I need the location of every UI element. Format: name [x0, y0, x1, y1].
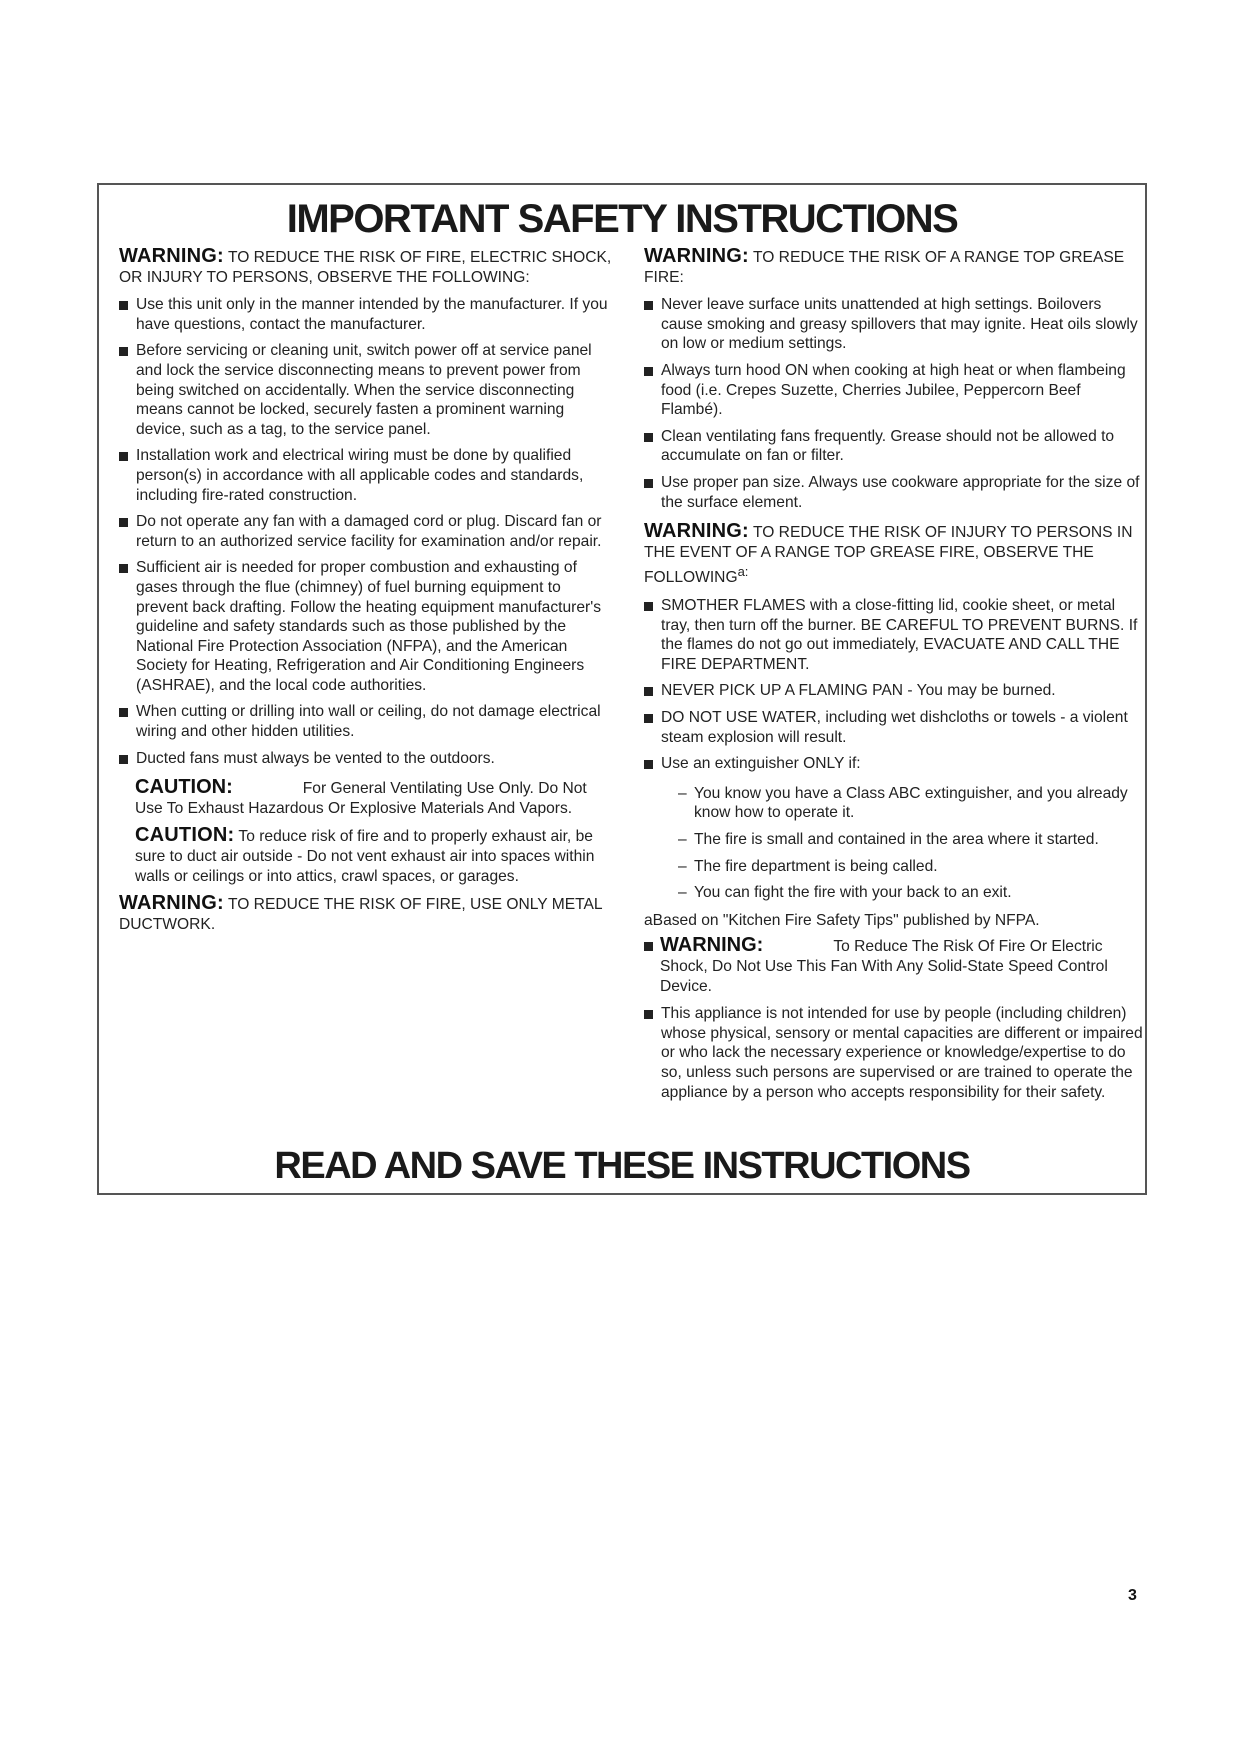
warning-metal-ductwork — [119, 894, 615, 934]
list-item: SMOTHER FLAMES with a close-fitting lid, cookie sheet, or metal tray, then turn off the burner. BE CAREFUL TO PREVENT BURNS. If the flames do not go out immediately, EVACUATE AND CALL THE FIRE DEPARTMENT. — [644, 596, 1144, 674]
list-item: Clean ventilating fans frequently. Grease should not be allowed to accumulate on fan or filter. — [644, 427, 1144, 466]
warning-text: TO REDUCE THE RISK OF A RANGE TOP GREASE FIRE: — [644, 249, 1125, 286]
list-item: Installation work and electrical wiring must be done by qualified person(s) in accordance with all applicable codes and standards, including fire-rated construction. — [119, 446, 615, 505]
warning-text: TO REDUCE THE RISK OF FIRE, USE ONLY METAL DUCTWORK. — [119, 896, 603, 933]
warning-text: TO REDUCE THE RISK OF INJURY TO PERSONS IN THE EVENT OF A RANGE TOP GREASE FIRE, OBSERVE THE FOLLOWING — [644, 524, 1133, 587]
warning-solid-state-speed-control — [644, 936, 1144, 996]
caution-keyword: CAUTION: — [135, 824, 235, 847]
left-column — [119, 247, 615, 942]
safety-instructions-box — [97, 183, 1147, 1195]
page-number: 3 — [1128, 1587, 1137, 1604]
list-item: Ducted fans must always be vented to the outdoors. — [119, 749, 615, 769]
list-item: Sufficient air is needed for proper combustion and exhausting of gases through the flue (chimney) of fuel burning equipment to prevent back drafting. Follow the heating equipment manufacturer's guideline and safety standards such as those published by the National Fire Protection Association (NFPA), and the American Society for Heating, Refrigeration and Air Conditioning Engineers (ASHRAE), and the local code authorities. — [119, 558, 615, 695]
caution-keyword: CAUTION: — [135, 776, 233, 799]
right-column — [644, 247, 1144, 1112]
right-bullet-list-3 — [644, 1004, 1144, 1102]
extinguisher-conditions — [644, 784, 1144, 903]
warning-keyword: WARNING: — [644, 520, 749, 543]
caution-general-ventilating — [119, 778, 615, 818]
list-item: – The fire department is being called. — [678, 857, 1144, 877]
list-item: Before servicing or cleaning unit, switch power off at service panel and lock the service disconnecting means to prevent power from being switched on accidentally. When the service disconnecting means cannot be locked, securely fasten a prominent warning device, such as a tag, to the service panel. — [119, 341, 615, 439]
right-bullet-list-1 — [644, 295, 1144, 512]
warning-keyword: WARNING: — [660, 934, 764, 957]
list-item: Always turn hood ON when cooking at high heat or when flambeing food (i.e. Crepes Suzette, Cherries Jubilee, Peppercorn Beef Flambé). — [644, 361, 1144, 420]
left-bullet-list — [119, 295, 615, 768]
warning-fire-shock-injury — [119, 247, 615, 287]
list-item: – You can fight the fire with your back to an exit. — [678, 883, 1144, 903]
caution-text: To reduce risk of fire and to properly exhaust air, be sure to duct air outside - Do not vent exhaust air into spaces within walls or ceilings or into attics, crawl spaces, or garages. — [135, 828, 595, 885]
list-item: Use proper pan size. Always use cookware appropriate for the size of the surface element. — [644, 473, 1144, 512]
list-item: This appliance is not intended for use by people (including children) whose physical, sensory or mental capacities are different or impaired or who lack the necessary experience or knowledge/expertise to do so, unless such persons are supervised or are trained to operate the appliance by a person who accepts responsibility for their safety. — [644, 1004, 1144, 1102]
warning-text: To Reduce The Risk Of Fire Or Electric Shock, Do Not Use This Fan With Any Solid-State Speed Control Device. — [660, 938, 1108, 995]
warning-keyword: WARNING: — [644, 245, 749, 267]
page-title: IMPORTANT SAFETY INSTRUCTIONS — [286, 197, 958, 241]
caution-text: For General Ventilating Use Only. Do Not Use To Exhaust Hazardous Or Explosive Materials And Vapors. — [135, 780, 587, 817]
list-item: When cutting or drilling into wall or ceiling, do not damage electrical wiring and other hidden utilities. — [119, 702, 615, 741]
footnote-nfpa: aBased on "Kitchen Fire Safety Tips" published by NFPA. — [644, 911, 1040, 929]
list-item: Never leave surface units unattended at high settings. Boilovers cause smoking and greasy spillovers that may ignite. Heat oils slowly on low or medium settings. — [644, 295, 1144, 354]
warning-keyword: WARNING: — [119, 245, 224, 267]
footnote-marker: a: — [737, 564, 749, 580]
right-bullet-list-2 — [644, 596, 1144, 774]
warning-text: TO REDUCE THE RISK OF FIRE, ELECTRIC SHOCK, OR INJURY TO PERSONS, OBSERVE THE FOLLOWING: — [119, 249, 612, 286]
warning-injury-grease-fire — [644, 522, 1144, 588]
list-item: Use an extinguisher ONLY if: — [644, 754, 1144, 774]
list-item: NEVER PICK UP A FLAMING PAN - You may be burned. — [644, 681, 1144, 701]
warning-range-top-grease-fire — [644, 247, 1144, 287]
list-item: Use this unit only in the manner intended by the manufacturer. If you have questions, contact the manufacturer. — [119, 295, 615, 334]
footer-title: READ AND SAVE THESE INSTRUCTIONS — [274, 1145, 970, 1187]
list-item: – The fire is small and contained in the area where it started. — [678, 830, 1144, 850]
list-item: – You know you have a Class ABC extinguisher, and you already know how to operate it. — [678, 784, 1144, 823]
caution-duct-outside — [119, 826, 615, 886]
list-item: Do not operate any fan with a damaged cord or plug. Discard fan or return to an authorized service facility for examination and/or repair. — [119, 512, 615, 551]
warning-keyword: WARNING: — [119, 892, 224, 915]
list-item: DO NOT USE WATER, including wet dishcloths or towels - a violent steam explosion will result. — [644, 708, 1144, 747]
bullet-square-icon — [644, 942, 653, 951]
